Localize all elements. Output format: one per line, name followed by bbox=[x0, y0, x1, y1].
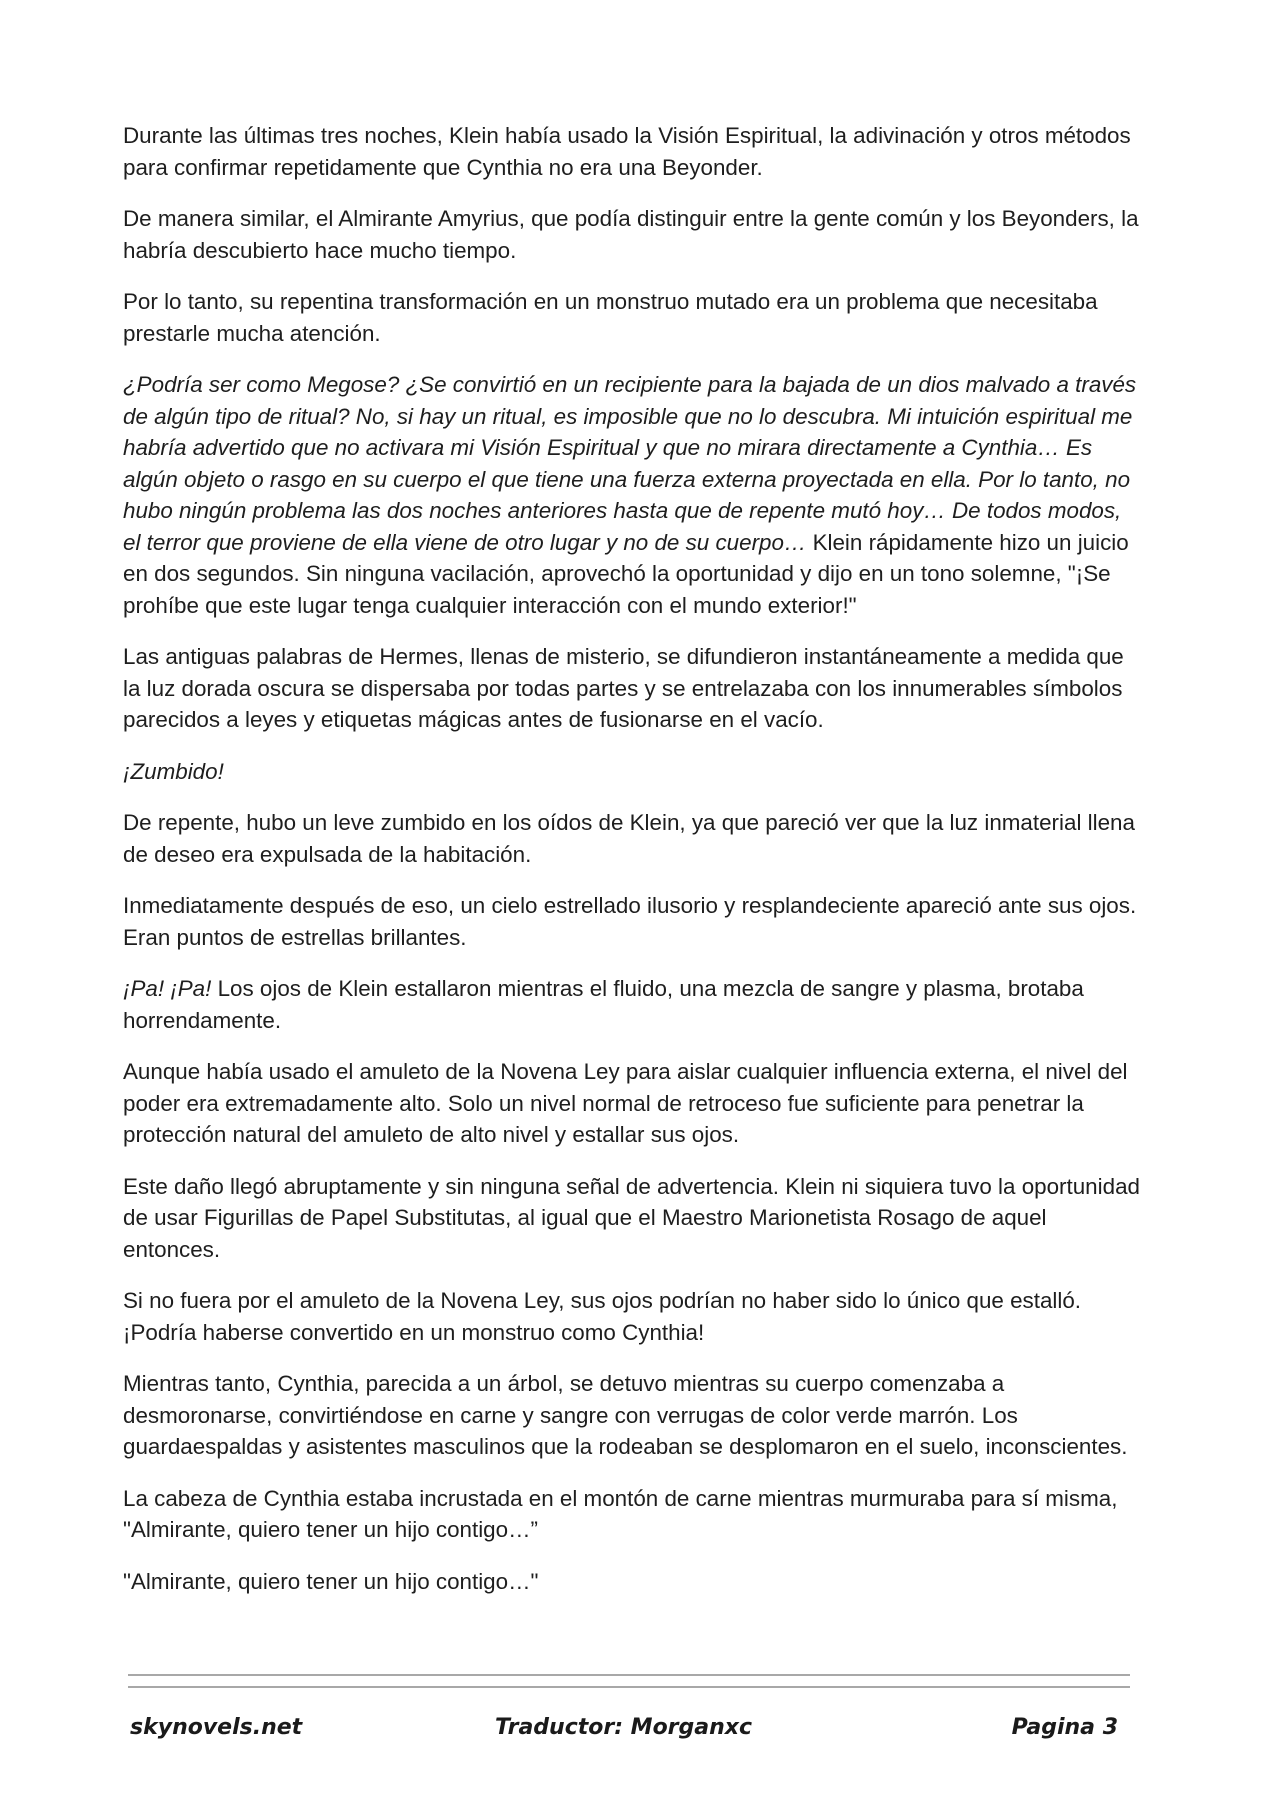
paragraph bbox=[123, 286, 1143, 349]
paragraph-text: La cabeza de Cynthia estaba incrustada en el montón de carne mientras murmuraba para sí misma, "Almirante, quiero tener un hijo contigo…” bbox=[123, 1485, 1118, 1542]
paragraph bbox=[123, 807, 1143, 870]
paragraph-text: "Almirante, quiero tener un hijo contigo…" bbox=[123, 1568, 539, 1594]
paragraph-text: Aunque había usado el amuleto de la Novena Ley para aislar cualquier influencia externa, el nivel del poder era extremadamente alto. Solo un nivel normal de retroceso fue suficiente para penetrar la protección natural del amuleto de alto nivel y estallar sus ojos. bbox=[123, 1059, 1128, 1147]
paragraph-text: Mientras tanto, Cynthia, parecida a un árbol, se detuvo mientras su cuerpo comenzaba a desmoronarse, convirtiéndose en carne y sangre con verrugas de color verde marrón. Los guardaespaldas y asistentes masculinos que la rodeaban se desplomaron en el suelo, inconscientes. bbox=[123, 1371, 1128, 1459]
footer-page-number: Pagina 3 bbox=[1011, 1715, 1118, 1740]
paragraph-text: De repente, hubo un leve zumbido en los oídos de Klein, ya que pareció ver que la luz inmaterial llena de deseo era expulsada de la habitación. bbox=[123, 810, 1135, 867]
paragraph bbox=[123, 203, 1143, 266]
paragraph bbox=[123, 641, 1143, 736]
footer-translator: Traductor: Morganxc bbox=[495, 1715, 753, 1740]
paragraph-text: Las antiguas palabras de Hermes, llenas de misterio, se difundieron instantáneamente a medida que la luz dorada oscura se dispersaba por todas partes y se entrelazaba con los innumerables símbolos parecidos a leyes y etiquetas mágicas antes de fusionarse en el vacío. bbox=[123, 644, 1124, 732]
paragraph-text: Klein rápidamente hizo un juicio en dos segundos. Sin ninguna vacilación, aprovechó la oportunidad y dijo en un tono solemne, "¡Se prohíbe que este lugar tenga cualquier interacción con el mundo exterior!" bbox=[123, 529, 1129, 618]
paragraph bbox=[123, 120, 1143, 183]
paragraph-text: Inmediatamente después de eso, un cielo estrellado ilusorio y resplandeciente apareció ante sus ojos. Eran puntos de estrellas brillantes. bbox=[123, 893, 1137, 950]
paragraph bbox=[123, 369, 1143, 621]
paragraph bbox=[123, 1483, 1143, 1546]
paragraph bbox=[123, 1566, 1143, 1598]
paragraph-text: Este daño llegó abruptamente y sin ninguna señal de advertencia. Klein ni siquiera tuvo la oportunidad de usar Figurillas de Papel Substitutas, al igual que el Maestro Marionetista Rosago de aquel entonces. bbox=[123, 1173, 1140, 1262]
footer-divider-bottom bbox=[128, 1686, 1130, 1688]
footer-site-name: skynovels.net bbox=[130, 1715, 303, 1740]
paragraph bbox=[123, 890, 1143, 953]
sound-effect-text: ¡Zumbido! bbox=[123, 758, 224, 784]
paragraph bbox=[123, 1056, 1143, 1151]
footer-divider-top bbox=[128, 1674, 1130, 1676]
paragraph-text: Si no fuera por el amuleto de la Novena Ley, sus ojos podrían no haber sido lo único que estalló. ¡Podría haberse convertido en un monstruo como Cynthia! bbox=[123, 1288, 1082, 1345]
paragraph bbox=[123, 973, 1143, 1036]
inner-thought-text: ¿Podría ser como Megose? ¿Se convirtió en un recipiente para la bajada de un dios malvado a través de algún tipo de ritual? No, si hay un ritual, es imposible que no lo descubra. Mi intuición espiritual me habría advertido que no activara mi Visión Espiritual y que no mirara directamente a Cynthia… Es algún objeto o rasgo en su cuerpo el que tiene una fuerza externa proyectada en ella. Por lo tanto, no hubo ningún problema las dos noches anteriores hasta que de repente mutó hoy… De todos modos, el terror que proviene de ella viene de otro lugar y no de su cuerpo… bbox=[123, 372, 1137, 555]
paragraph-text: Por lo tanto, su repentina transformación en un monstruo mutado era un problema que necesitaba prestarle mucha atención. bbox=[123, 289, 1098, 346]
paragraph bbox=[123, 1171, 1143, 1266]
paragraph-text: De manera similar, el Almirante Amyrius, que podía distinguir entre la gente común y los Beyonders, la habría descubierto hace mucho tiempo. bbox=[123, 206, 1139, 263]
paragraph-text: Los ojos de Klein estallaron mientras el fluido, una mezcla de sangre y plasma, brotaba horrendamente. bbox=[123, 976, 1084, 1033]
document-body bbox=[123, 120, 1143, 1617]
paragraph-text: Durante las últimas tres noches, Klein había usado la Visión Espiritual, la adivinación y otros métodos para confirmar repetidamente que Cynthia no era una Beyonder. bbox=[123, 123, 1131, 180]
paragraph bbox=[123, 1285, 1143, 1348]
paragraph bbox=[123, 1368, 1143, 1463]
sound-effect-text: ¡Pa! ¡Pa! bbox=[123, 976, 212, 1001]
paragraph bbox=[123, 756, 1143, 788]
